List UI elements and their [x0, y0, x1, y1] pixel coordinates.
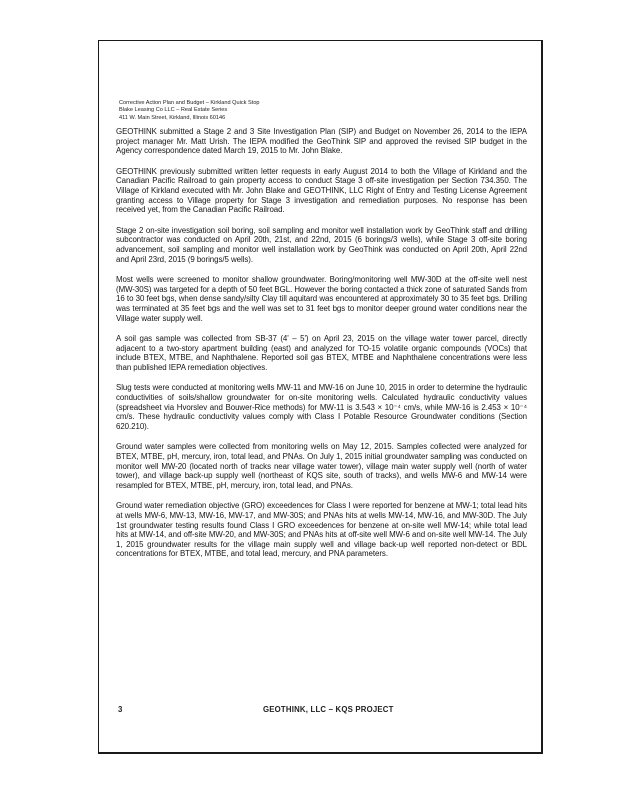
header-address-line: 411 W. Main Street, Kirkland, Illinois 60146: [119, 114, 226, 121]
document-body: [116, 127, 527, 570]
paragraph-sip-submission: GEOTHINK submitted a Stage 2 and 3 Site Investigation Plan (SIP) and Budget on November 26, 2014 to the IEPA project manager Mr. Matt Urish. The IEPA modified the GeoThink SIP and approved the revised SIP budget in the Agency correspondence dated March 19, 2015 to Mr. John Blake.: [116, 127, 527, 156]
paragraph-gro-exceedences: Ground water remediation objective (GRO) exceedences for Class I were reported for benzene at MW-1; total lead hits at wells MW-6, MW-13, MW-16, MW-17, and MW-30S; and PNAs hits at wells MW-14, MW-16, and MW-30D. The July 1st groundwater testing results found Class I GRO exceedences for benzene at on-site well MW-14; while total lead hits at MW-14, and off-site MW-20, and MW-30S; and PNAs hits at off-site well MW-6 and on-site well MW-14. The July 1, 2015 groundwater results for the village main supply well and village back-up well reported non-detect or BDL concentrations for BTEX, MTBE, and total lead, mercury, and PNA parameters.: [116, 501, 527, 559]
paragraph-well-screening: Most wells were screened to monitor shallow groundwater. Boring/monitoring well MW-30D at the off-site well nest (MW-30S) was targeted for a depth of 50 feet BGL. However the boring contacted a thick zone of saturated Sands from 16 to 30 feet bgs, when dense sandy/silty Clay till aquitard was encountered at approximately 30 to 35 feet bgs. Drilling was terminated at 35 feet bgs and the well was set to 31 feet bgs to monitor deeper ground water conditions near the Village water supply well.: [116, 275, 527, 323]
header-project-line: Corrective Action Plan and Budget – Kirkland Quick Stop: [119, 100, 260, 106]
paragraph-access-requests: GEOTHINK previously submitted written letter requests in early August 2014 to both the Village of Kirkland and the Canadian Pacific Railroad to gain property access to conduct Stage 3 off-site investigation per Section 734.350. The Village of Kirkland executed with Mr. John Blake and GEOTHINK, LLC Right of Entry and Testing License Agreement granting access to Village property for Stage 3 investigation and remediation purposes. No response has been received yet, from the Canadian Pacific Railroad.: [116, 166, 527, 215]
page-number: 3: [118, 705, 123, 714]
paragraph-slug-tests: Slug tests were conducted at monitoring wells MW-11 and MW-16 on June 10, 2015 in order to determine the hydraulic conductivities of soils/shallow groundwater for on-site monitoring wells. Calculated hydraulic conductivity values (spreadsheet via Hvorslev and Bouwer-Rice methods) for MW-11 is 3.543 × 10⁻⁴ cm/s, while MW-16 is 2.453 × 10⁻⁴ cm/s. These hydraulic conductivity values comply with Class I Potable Resource Groundwater conditions (Section 620.210).: [116, 383, 527, 431]
header-owner-line: Blake Leasing Co LLC – Real Estate Series: [119, 107, 228, 114]
document-header: [119, 100, 260, 122]
paragraph-stage2-investigation: Stage 2 on-site investigation soil boring, soil sampling and monitor well installation work by GeoThink staff and drilling subcontractor was conducted on April 20th, 21st, and 22nd, 2015 (6 borings/3 wells), while Stage 3 off-site boring advancement, soil sampling and monitor well installation work by GeoThink was conducted on April 20th, April 22nd and April 23rd, 2015 (9 borings/5 wells).: [116, 225, 527, 264]
footer-title: GEOTHINK, LLC – KQS PROJECT: [263, 705, 394, 714]
paragraph-groundwater-sampling: Ground water samples were collected from monitoring wells on May 12, 2015. Samples collected were analyzed for BTEX, MTBE, pH, mercury, iron, total lead, and PNAs. On July 1, 2015 initial groundwater sampling was conducted on monitor well MW-20 (located north of tracks near village water tower), village main water supply well (north of water tower), and village back-up supply well (northeast of KQS site, south of tracks), and wells MW-6 and MW-14 were resampled for BTEX, MTBE, pH, mercury, iron, total lead, and PNAs.: [116, 442, 527, 490]
document-page: [98, 40, 543, 754]
paragraph-soil-gas: A soil gas sample was collected from SB-37 (4' – 5') on April 23, 2015 on the village water tower parcel, directly adjacent to a two-story apartment building (east) and analyzed for TO-15 volatile organic compounds (VOCs) that include BTEX, MTBE, and Naphthalene. Reported soil gas BTEX, MTBE and Naphthalene concentrations were less than published IEPA remediation objectives.: [116, 334, 527, 372]
